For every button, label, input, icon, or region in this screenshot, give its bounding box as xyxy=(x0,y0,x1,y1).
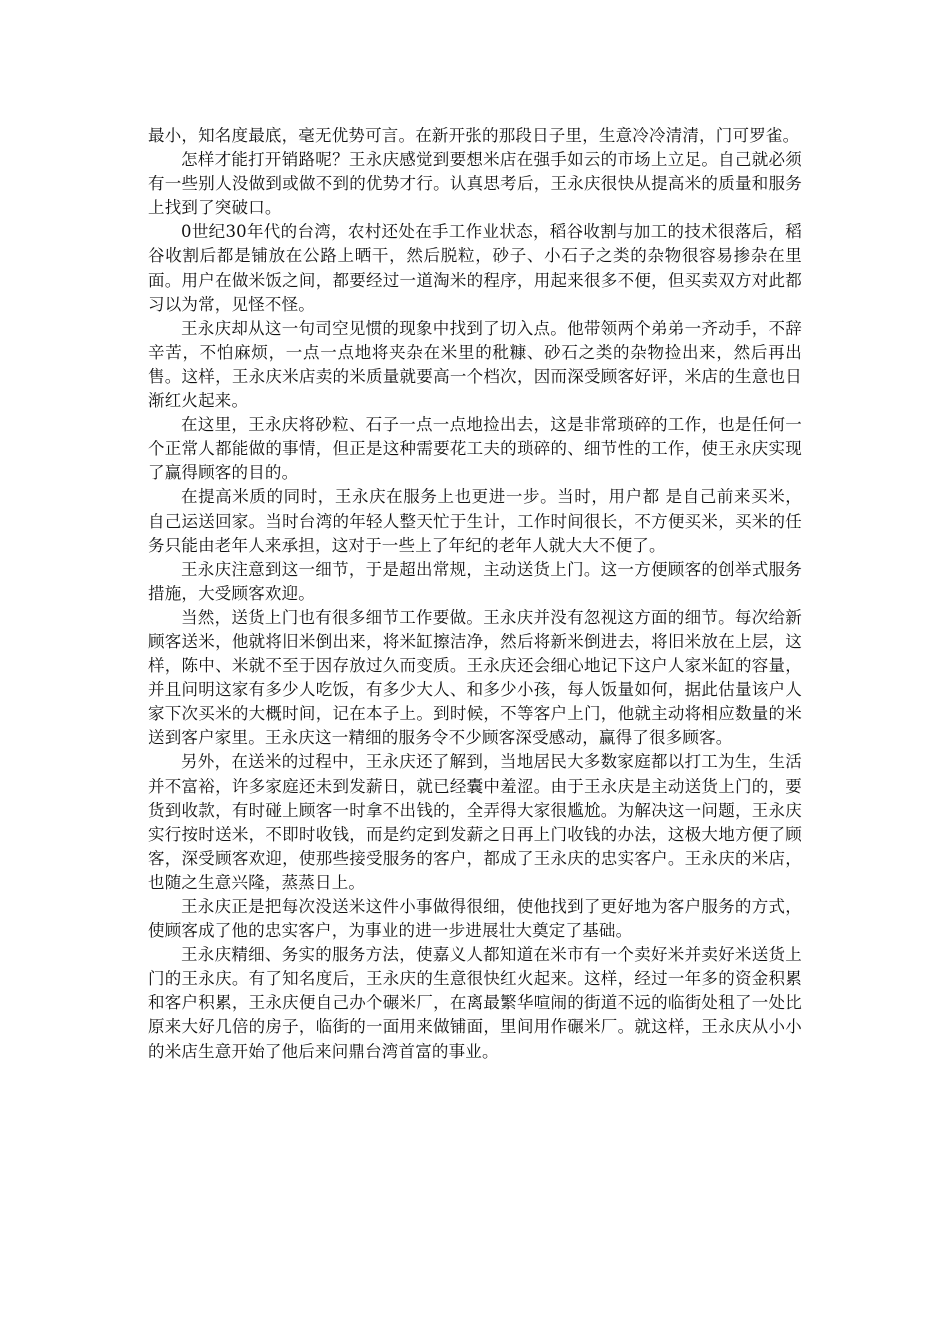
paragraph: 在这里，王永庆将砂粒、石子一点一点地捡出去，这是非常琐碎的工作，也是任何一个正常人都能做的事情，但正是这种需要花工夫的琐碎的、细节性的工作，使王永庆实现了赢得顾客的目的。 xyxy=(148,415,802,483)
paragraph: 王永庆却从这一句司空见惯的现象中找到了切入点。他带领两个弟弟一齐动手，不辞辛苦，不怕麻烦，一点一点地将夹杂在米里的秕糠、砂石之类的杂物捡出来，然后再出售。这样，王永庆米店卖的米质量就要高一个档次，因而深受顾客好评，米店的生意也日渐红火起来。 xyxy=(148,318,802,411)
document-page xyxy=(148,124,802,1064)
paragraph: 怎样才能打开销路呢？王永庆感觉到要想米店在强手如云的市场上立足。自己就必须有一些别人没做到或做不到的优势才行。认真思考后，王永庆很快从提高米的质量和服务上找到了突破口。 xyxy=(148,150,802,218)
paragraph: 最小，知名度最底，毫无优势可言。在新开张的那段日子里，生意冷冷清清，门可罗雀。 xyxy=(148,126,800,145)
paragraph: 王永庆注意到这一细节，于是超出常规，主动送货上门。这一方便顾客的创举式服务措施，大受顾客欢迎。 xyxy=(148,559,802,603)
paragraph: 0世纪30年代的台湾，农村还处在手工作业状态，稻谷收割与加工的技术很落后，稻谷收割后都是铺放在公路上晒干，然后脱粒，砂子、小石子之类的杂物很容易掺杂在里面。用户在做米饭之间，都要经过一道淘米的程序，用起来很多不便，但买卖双方对此都习以为常，见怪不怪。 xyxy=(148,222,802,314)
paragraph: 在提高米质的同时，王永庆在服务上也更进一步。当时，用户都 是自己前来买米，自己运送回家。当时台湾的年轻人整天忙于生计，工作时间很长，不方便买米，买米的任务只能由老年人来承担，这对于一些上了年纪的老年人就大大不便了。 xyxy=(148,487,802,555)
paragraph: 当然，送货上门也有很多细节工作要做。王永庆并没有忽视这方面的细节。每次给新顾客送米，他就将旧米倒出来，将米缸擦洁净，然后将新米倒进去，将旧米放在上层，这样，陈中、米就不至于因存放过久而变质。王永庆还会细心地记下这户人家米缸的容量，并且问明这家有多少人吃饭，有多少大人、和多少小孩，每人饭量如何，据此估量该户人家下次买米的大概时间，记在本子上。到时候，不等客户上门，他就主动将相应数量的米送到客户家里。王永庆这一精细的服务令不少顾客深受感动，赢得了很多顾客。 xyxy=(148,607,802,748)
paragraph: 王永庆精细、务实的服务方法，使嘉义人都知道在米市有一个卖好米并卖好米送货上门的王永庆。有了知名度后，王永庆的生意很快红火起来。这样，经过一年多的资金积累和客户积累，王永庆便自己办个碾米厂，在离最繁华喧闹的街道不远的临街处租了一处比原来大好几倍的房子，临街的一面用来做铺面，里间用作碾米厂。就这样，王永庆从小小的米店生意开始了他后来问鼎台湾首富的事业。 xyxy=(148,945,802,1061)
paragraph: 另外，在送米的过程中，王永庆还了解到，当地居民大多数家庭都以打工为生，生活并不富裕，许多家庭还未到发薪日，就已经囊中羞涩。由于王永庆是主动送货上门的，要货到收款，有时碰上顾客一时拿不出钱的，全弄得大家很尴尬。为解决这一问题，王永庆实行按时送米，不即时收钱，而是约定到发薪之日再上门收钱的办法，这极大地方便了顾客，深受顾客欢迎，使那些接受服务的客户，都成了王永庆的忠实客户。王永庆的米店，也随之生意兴隆，蒸蒸日上。 xyxy=(148,752,802,892)
paragraph: 王永庆正是把每次没送米这件小事做得很细，使他找到了更好地为客户服务的方式，使顾客成了他的忠实客户，为事业的进一步进展壮大奠定了基础。 xyxy=(148,897,802,941)
